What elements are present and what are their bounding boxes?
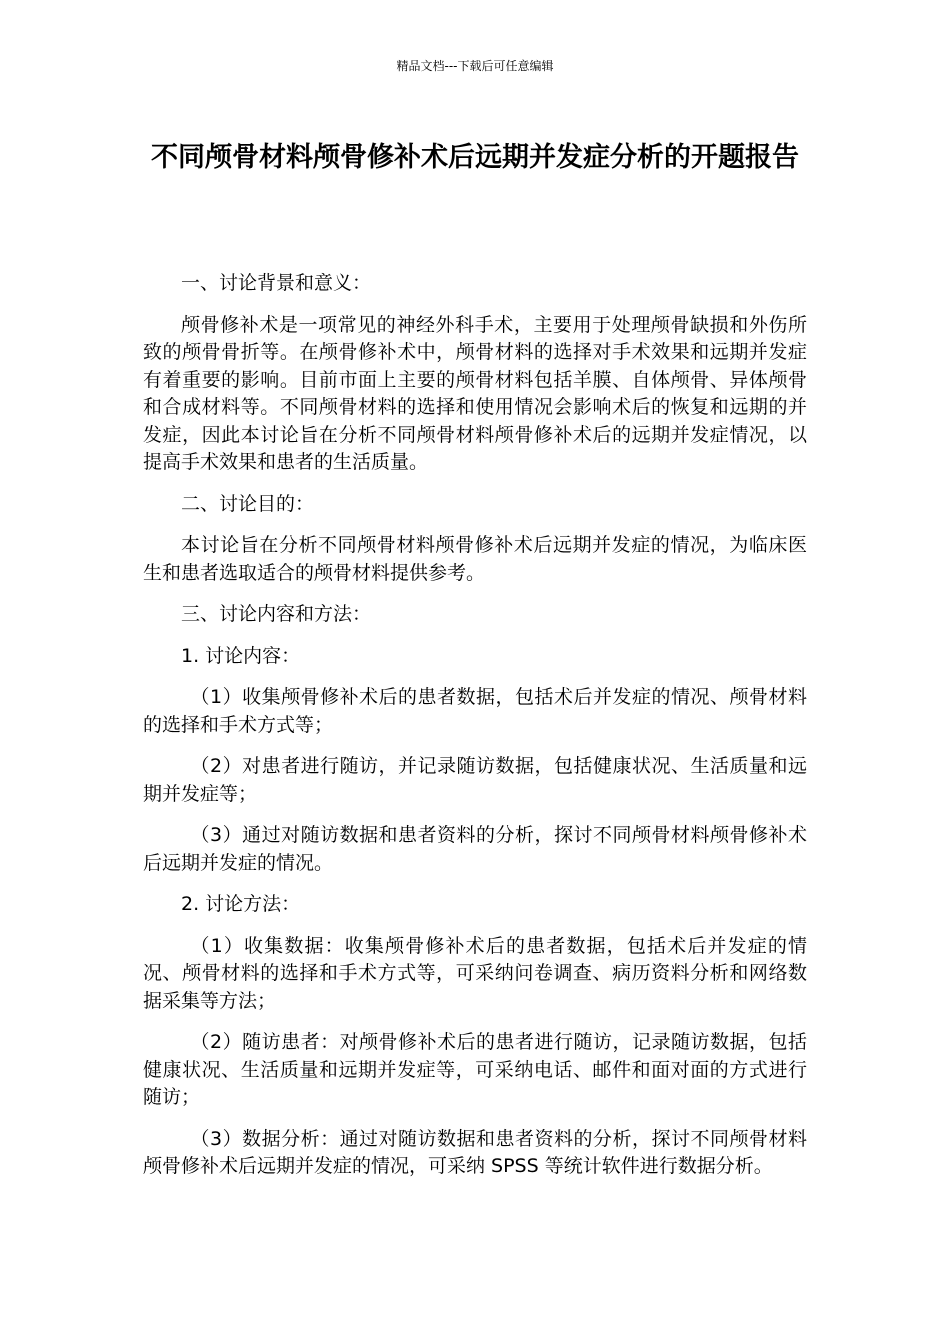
list-item-content-2: （2）对患者进行随访，并记录随访数据，包括健康状况、生活质量和远期并发症等； [143, 755, 807, 805]
list-item-method-3: （3）数据分析：通过对随访数据和患者资料的分析，探讨不同颅骨材料颅骨修补术后远期并发症的情况，可采纳 SPSS 等统计软件进行数据分析。 [143, 1127, 807, 1177]
document-title: 不同颅骨材料颅骨修补术后远期并发症分析的开题报告 [151, 142, 799, 173]
document-body [143, 270, 807, 1195]
paragraph-background: 颅骨修补术是一项常见的神经外科手术，主要用于处理颅骨缺损和外伤所致的颅骨骨折等。在颅骨修补术中，颅骨材料的选择对手术效果和远期并发症有着重要的影响。目前市面上主要的颅骨材料包括羊膜、自体颅骨、异体颅骨和合成材料等。不同颅骨材料的选择和使用情况会影响术后的恢复和远期的并发症，因此本讨论旨在分析不同颅骨材料颅骨修补术后的远期并发症情况，以提高手术效果和患者的生活质量。 [143, 313, 807, 473]
section-heading-background: 一、讨论背景和意义： [181, 272, 372, 294]
paragraph-purpose: 本讨论旨在分析不同颅骨材料颅骨修补术后远期并发症的情况，为临床医生和患者选取适合的颅骨材料提供参考。 [143, 534, 807, 584]
header-note: 精品文档---下载后可任意编辑 [396, 59, 554, 73]
list-item-method-2: （2）随访患者：对颅骨修补术后的患者进行随访，记录随访数据，包括健康状况、生活质量和远期并发症等，可采纳电话、邮件和面对面的方式进行随访； [143, 1031, 807, 1108]
list-item-content-1: （1）收集颅骨修补术后的患者数据，包括术后并发症的情况、颅骨材料的选择和手术方式等； [143, 686, 807, 736]
list-item-method-1: （1）收集数据：收集颅骨修补术后的患者数据，包括术后并发症的情况、颅骨材料的选择和手术方式等，可采纳问卷调查、病历资料分析和网络数据采集等方法； [143, 934, 807, 1012]
section-heading-content-method: 三、讨论内容和方法： [181, 603, 372, 625]
list-item-content-3: （3）通过对随访数据和患者资料的分析，探讨不同颅骨材料颅骨修补术后远期并发症的情况。 [143, 824, 807, 874]
subheading-content: 1. 讨论内容： [181, 644, 301, 667]
section-heading-purpose: 二、讨论目的： [181, 492, 315, 515]
subheading-method: 2. 讨论方法： [181, 893, 301, 915]
